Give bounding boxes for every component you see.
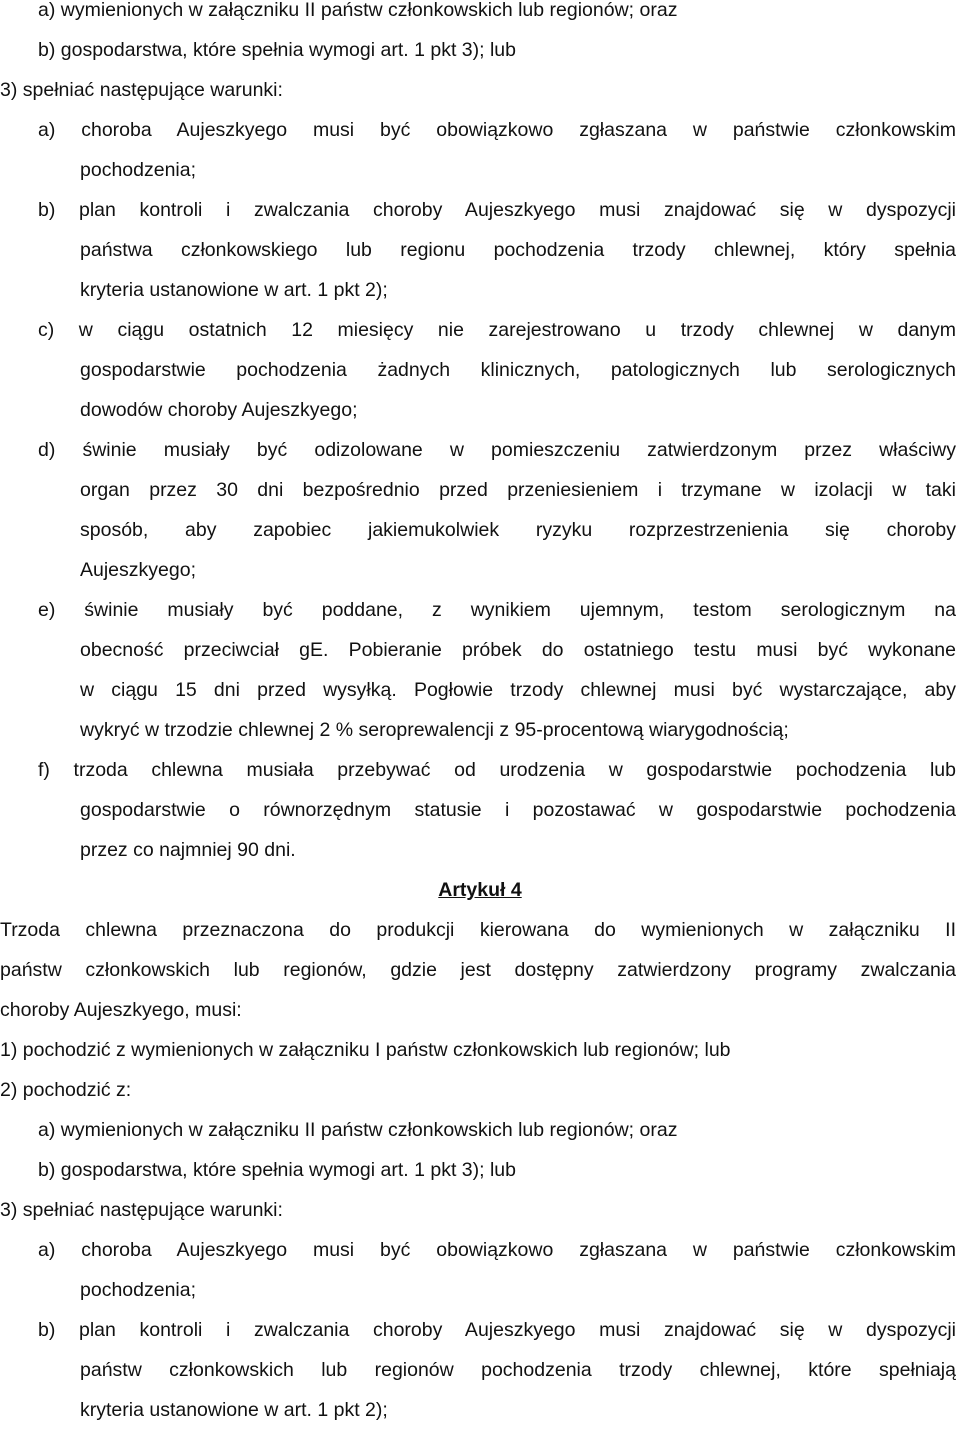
text-line: 3) spełniać następujące warunki: (0, 79, 283, 101)
text-line: przez co najmniej 90 dni. (80, 839, 296, 861)
text-line: pochodzenia; (80, 1279, 197, 1301)
text-line: b) gospodarstwa, które spełnia wymogi art. 1 pkt 3); lub (38, 39, 516, 61)
text-line: b) gospodarstwa, które spełnia wymogi art. 1 pkt 3); lub (38, 1159, 516, 1181)
text-line: Aujeszkyego; (80, 559, 196, 581)
text-line: gospodarstwie o równorzędnym statusie i pozostawać w gospodarstwie pochodzenia (80, 799, 956, 821)
text-line: sposób, aby zapobiec jakiemukolwiek ryzyku rozprzestrzenienia się choroby (80, 519, 956, 541)
text-line: 3) spełniać następujące warunki: (0, 1199, 283, 1221)
text-line: organ przez 30 dni bezpośrednio przed przeniesieniem i trzymane w izolacji w taki (80, 479, 956, 501)
text-line: pochodzenia; (80, 159, 197, 181)
text-line: d) świnie musiały być odizolowane w pomieszczeniu zatwierdzonym przez właściwy (38, 439, 956, 461)
text-line: a) wymienionych w załączniku II państw członkowskich lub regionów; oraz (38, 1119, 678, 1141)
text-line: f) trzoda chlewna musiała przebywać od urodzenia w gospodarstwie pochodzenia lub (38, 759, 956, 781)
text-line: a) choroba Aujeszkyego musi być obowiązkowo zgłaszana w państwie członkowskim (38, 119, 956, 141)
text-line: choroby Aujeszkyego, musi: (0, 999, 242, 1021)
text-line: 1) pochodzić z wymienionych w załączniku I państw członkowskich lub regionów; lub (0, 1039, 731, 1061)
text-line: b) plan kontroli i zwalczania choroby Aujeszkyego musi znajdować się w dyspozycji (38, 1319, 956, 1341)
text-line: c) w ciągu ostatnich 12 miesięcy nie zarejestrowano u trzody chlewnej w danym (38, 319, 956, 341)
text-line: kryteria ustanowione w art. 1 pkt 2); (80, 279, 388, 301)
text-line: Trzoda chlewna przeznaczona do produkcji kierowana do wymienionych w załączniku II (0, 919, 956, 941)
text-line: e) świnie musiały być poddane, z wynikiem ujemnym, testom serologicznym na (38, 599, 956, 621)
article-heading: Artykuł 4 (438, 879, 522, 901)
text-line: obecność przeciwciał gE. Pobieranie próbek do ostatniego testu musi być wykonane (80, 639, 956, 661)
text-line: a) wymienionych w załączniku II państw członkowskich lub regionów; oraz (38, 0, 678, 21)
text-line: b) plan kontroli i zwalczania choroby Aujeszkyego musi znajdować się w dyspozycji (38, 199, 956, 221)
text-line: państw członkowskich lub regionów, gdzie jest dostępny zatwierdzony programy zwalczania (0, 959, 956, 981)
text-line: wykryć w trzodzie chlewnej 2 % seroprewalencji z 95-procentową wiarygodnością; (80, 719, 789, 741)
text-line: państw członkowskich lub regionów pochodzenia trzody chlewnej, które spełniają (80, 1359, 956, 1381)
text-line: gospodarstwie pochodzenia żadnych klinicznych, patologicznych lub serologicznych (80, 359, 956, 381)
text-line: kryteria ustanowione w art. 1 pkt 2); (80, 1399, 388, 1421)
text-line: a) choroba Aujeszkyego musi być obowiązkowo zgłaszana w państwie członkowskim (38, 1239, 956, 1261)
text-line: w ciągu 15 dni przed wysyłką. Pogłowie trzody chlewnej musi być wystarczające, aby (80, 679, 956, 701)
text-line: państwa członkowskiego lub regionu pochodzenia trzody chlewnej, który spełnia (80, 239, 956, 261)
text-line: dowodów choroby Aujeszkyego; (80, 399, 358, 421)
text-line: 2) pochodzić z: (0, 1079, 132, 1101)
